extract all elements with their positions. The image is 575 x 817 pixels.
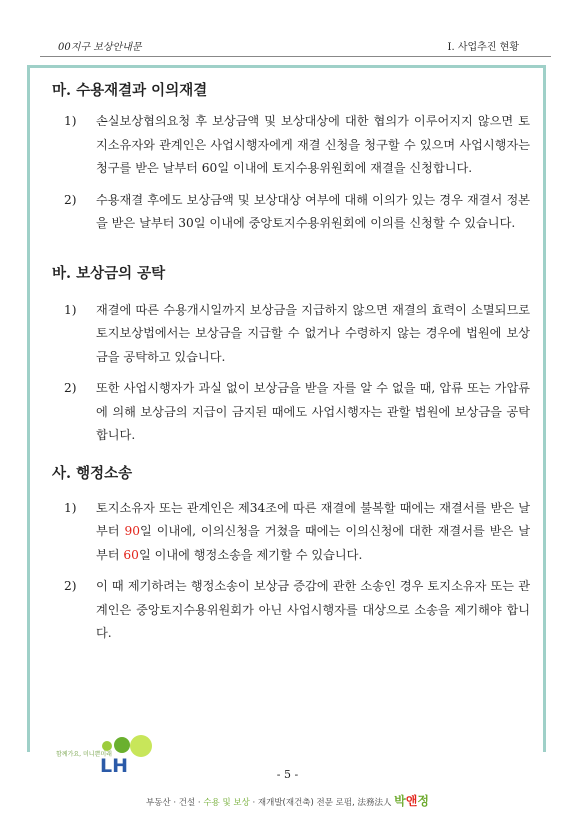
highlight-days-60: 60 xyxy=(123,547,139,562)
list-item xyxy=(52,575,530,646)
footer-brand xyxy=(394,794,429,808)
item-number: 2) xyxy=(64,192,77,207)
item-number: 1) xyxy=(64,500,77,515)
brand-part: 정 xyxy=(417,794,429,808)
footer-highlight: 수용 및 보상 xyxy=(203,798,250,808)
item-text-part: 토지소유자 또는 관계인은 제34조에 따른 재결에 불복할 때에는 재결서를 받은 날부터 xyxy=(96,500,530,538)
item-text-part: 일 이내에 행정소송을 제기할 수 있습니다. xyxy=(138,547,363,562)
document-body xyxy=(52,73,530,646)
item-number: 1) xyxy=(64,302,77,317)
highlight-days-90: 90 xyxy=(124,524,141,538)
list-item xyxy=(52,110,530,181)
logo-text: LH xyxy=(100,755,129,777)
item-number: 1) xyxy=(64,114,77,128)
item-text: 또한 사업시행자가 과실 없이 보상금을 받을 자를 알 수 없을 때, 압류 또는 가압류에 의해 보상금의 지급이 금지된 때에도 사업시행자는 관할 법원에 보상금을 공탁합니다. xyxy=(96,381,530,442)
logo-slogan: 함께가요, 미니쁜미래 xyxy=(56,751,112,758)
footer xyxy=(0,792,575,809)
item-text: 재결에 따른 수용개시일까지 보상금을 지급하지 않으면 재결의 효력이 소멸되므로 토지보상법에서는 보상금을 지급할 수 없거나 수령하지 않는 경우에 법원에 보상금을 공탁하고 있습니다. xyxy=(96,302,530,364)
list-item xyxy=(52,377,530,448)
item-text: 수용재결 후에도 보상금액 및 보상대상 여부에 대해 이의가 있는 경우 재결서 정본을 받은 날부터 30일 이내에 중앙토지수용위원회에 이의를 신청할 수 있습니다. xyxy=(96,192,530,230)
item-text: 손실보상협의요청 후 보상금액 및 보상대상에 대한 협의가 이루어지지 않으면 토지소유자와 관계인은 사업시행자에게 재결 신청을 청구할 수 있으며 사업시행자는 청구를 받은 날부터 60일 이내에 토지수용위원회에 재결을 신청합니다. xyxy=(96,114,530,175)
page-number: - 5 - xyxy=(276,768,299,781)
header-right: Ⅰ. 사업추진 현황 xyxy=(447,42,519,53)
item-text-part: 일 이내에, 이의신청을 거쳤을 때에는 이의신청에 대한 재결서를 받은 날부터 xyxy=(96,524,530,562)
item-text xyxy=(96,497,530,568)
section-title: 바. 보상금의 공탁 xyxy=(52,264,166,282)
header-divider xyxy=(40,56,551,57)
header-left: 00지구 보상안내문 xyxy=(58,42,142,53)
list-item xyxy=(52,299,530,370)
section-title: 사. 행정소송 xyxy=(52,464,133,482)
brand-part: 앤 xyxy=(405,794,418,808)
footer-suffix: · 재개발(재건축) 전문 로펌, 法務法人 xyxy=(249,798,395,808)
list-item xyxy=(52,189,530,236)
item-number: 2) xyxy=(64,381,77,395)
item-text: 이 때 제기하려는 행정소송이 보상금 증감에 관한 소송인 경우 토지소유자 또는 관계인은 중앙토지수용위원회가 아닌 사업시행자를 대상으로 소송을 제기해야 합니다. xyxy=(96,579,530,640)
list-item xyxy=(52,497,530,568)
section-title: 마. 수용재결과 이의재결 xyxy=(52,82,208,99)
item-number: 2) xyxy=(64,579,77,593)
brand-part: 박 xyxy=(394,794,406,808)
footer-prefix: 부동산 · 건설 · xyxy=(146,798,204,808)
